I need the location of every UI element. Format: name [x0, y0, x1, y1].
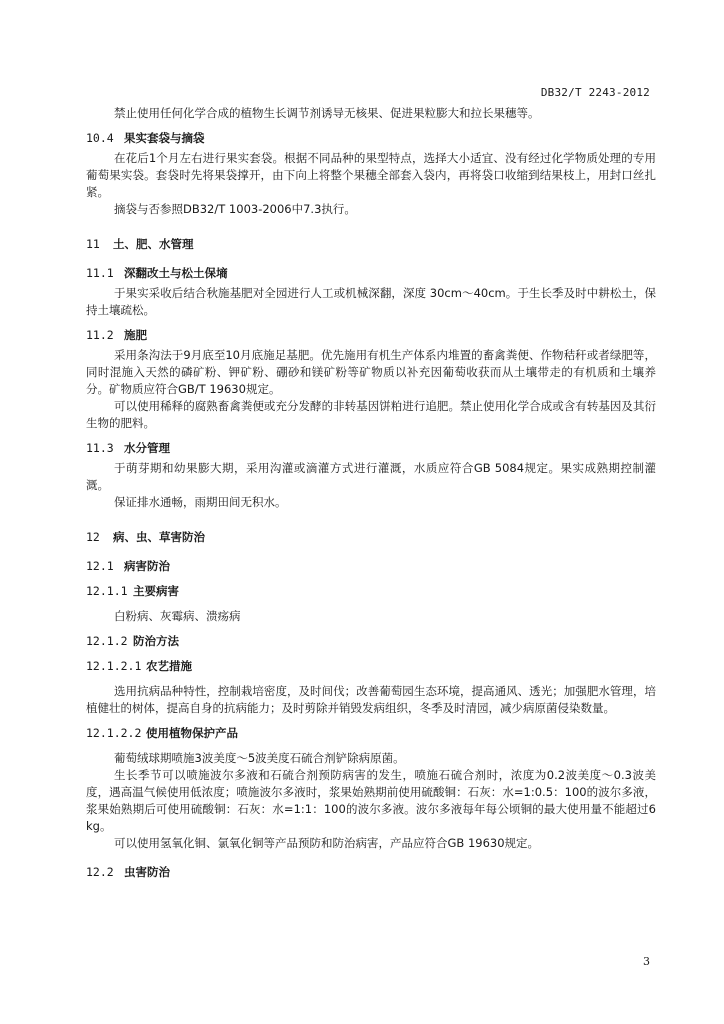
paragraph: 于萌芽期和幼果膨大期，采用沟灌或滴灌方式进行灌溉，水质应符合GB 5084规定。果实成熟期控制灌溉。 [86, 461, 656, 492]
section-title: 使用植物保护产品 [146, 726, 238, 740]
section-heading-12 [86, 529, 656, 546]
section-number: 11.1 [86, 266, 114, 280]
section-number: 12.1.2.2 [86, 726, 142, 740]
paragraph: 可以使用稀释的腐熟畜禽粪便或充分发酵的非转基因饼粕进行追肥。禁止使用化学合成或含有转基因及其衍生物的肥料。 [86, 399, 656, 430]
section-heading-11-3 [86, 440, 656, 457]
paragraph: 生长季节可以喷施波尔多液和石硫合剂预防病害的发生，喷施石硫合剂时，浓度为0.2波美度～0.3波美度，遇高温气候使用低浓度；喷施波尔多液时，浆果始熟期前使用硫酸铜：石灰：水=1:0.5：100的波尔多液，浆果始熟期后可使用硫酸铜：石灰：水=1:1：100的波尔多液。波尔多液每年每公顷铜的最大使用量不能超过6kg。 [86, 768, 656, 833]
section-number: 10.4 [86, 131, 114, 145]
section-number: 12 [86, 530, 100, 544]
section-heading-12-2 [86, 864, 656, 881]
section-number: 11.2 [86, 328, 114, 342]
section-heading-11-2 [86, 327, 656, 344]
section-heading-12-1-2-2 [86, 725, 656, 742]
paragraph: 选用抗病品种特性，控制栽培密度，及时间伐；改善葡萄园生态环境，提高通风、透光；加强肥水管理，培植健壮的树体，提高自身的抗病能力；及时剪除并销毁发病组织，冬季及时清园，减少病原菌侵染数量。 [86, 684, 656, 715]
section-number: 12.1.2.1 [86, 659, 142, 673]
paragraph: 可以使用氢氧化铜、氯氧化铜等产品预防和防治病害，产品应符合GB 19630规定。 [114, 836, 540, 850]
section-title: 防治方法 [133, 634, 179, 648]
paragraph: 禁止使用任何化学合成的植物生长调节剂诱导无核果、促进果粒膨大和拉长果穗等。 [114, 106, 540, 120]
section-title: 病、虫、草害防治 [113, 530, 205, 544]
section-title: 果实套袋与摘袋 [124, 131, 205, 145]
paragraph: 在花后1个月左右进行果实套袋。根据不同品种的果型特点，选择大小适宜、没有经过化学物质处理的专用葡萄果实袋。套袋时先将果袋撑开，由下向上将整个果穗全部套入袋内，再将袋口收缩到结果枝上，用封口丝扎紧。 [86, 151, 656, 199]
paragraph: 保证排水通畅，雨期田间无积水。 [114, 495, 287, 509]
section-title: 土、肥、水管理 [113, 237, 194, 251]
section-number: 12.1.2 [86, 634, 128, 648]
paragraph: 葡萄绒球期喷施3波美度～5波美度石硫合剂铲除病原菌。 [114, 751, 405, 765]
paragraph: 摘袋与否参照DB32/T 1003-2006中7.3执行。 [114, 202, 356, 216]
section-number: 11 [86, 237, 100, 251]
section-heading-12-1-1 [86, 583, 656, 600]
section-title: 主要病害 [133, 584, 179, 598]
section-number: 12.2 [86, 865, 114, 879]
paragraph: 白粉病、灰霉病、溃疡病 [114, 609, 241, 623]
section-title: 水分管理 [124, 441, 170, 455]
section-title: 施肥 [124, 328, 147, 342]
section-heading-12-1-2 [86, 633, 656, 650]
paragraph: 于果实采收后结合秋施基肥对全园进行人工或机械深翻，深度 30cm～40cm。于生长季及时中耕松土，保持土壤疏松。 [86, 286, 656, 317]
document-code: DB32/T 2243-2012 [540, 86, 650, 99]
section-title: 农艺措施 [146, 659, 192, 673]
document-body [86, 105, 656, 881]
section-heading-12-1 [86, 558, 656, 575]
section-heading-10-4 [86, 130, 656, 147]
section-number: 12.1.1 [86, 584, 128, 598]
section-heading-11 [86, 236, 656, 253]
page-number: 3 [643, 955, 650, 968]
section-title: 虫害防治 [124, 865, 170, 879]
paragraph: 采用条沟法于9月底至10月底施足基肥。优先施用有机生产体系内堆置的畜禽粪便、作物秸秆或者绿肥等，同时混施入天然的磷矿粉、钾矿粉、硼砂和镁矿粉等矿物质以补充因葡萄收获而从土壤带走的有机质和土壤养分。矿物质应符合GB/T 19630规定。 [86, 348, 656, 396]
section-title: 病害防治 [124, 559, 170, 573]
section-heading-11-1 [86, 265, 656, 282]
section-number: 11.3 [86, 441, 114, 455]
section-number: 12.1 [86, 559, 114, 573]
section-heading-12-1-2-1 [86, 658, 656, 675]
section-title: 深翻改土与松土保墒 [124, 266, 228, 280]
